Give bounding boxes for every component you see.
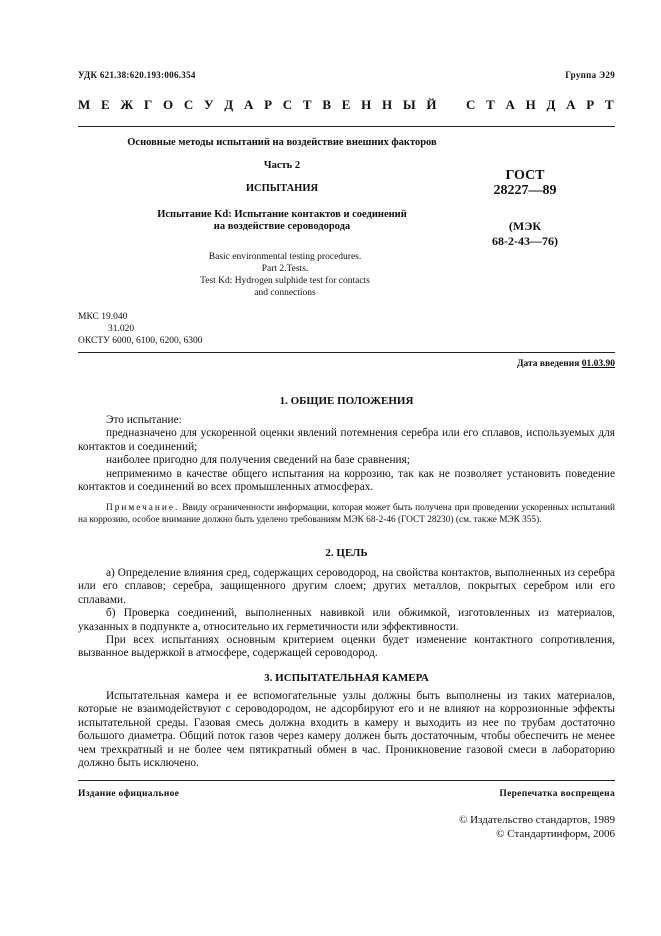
banner-letter: Г <box>144 97 153 112</box>
section-1-note <box>78 503 615 527</box>
banner-letter: С <box>465 97 476 112</box>
section-3-body <box>78 690 615 770</box>
copyright-2006: © Стандартинформ, 2006 <box>496 828 615 840</box>
banner-letter: С <box>282 97 293 112</box>
banner-letter: О <box>163 97 174 112</box>
section-1-p2: предназначено для ускоренной оценки явлений потемнения серебра или его сплавов, используемых для контактов и соединений; <box>78 427 615 453</box>
title-part: Часть 2 <box>263 160 301 171</box>
section-3-heading: 3. ИСПЫТАТЕЛЬНАЯ КАМЕРА <box>264 672 429 684</box>
effective-date-label: Дата введения <box>516 359 580 369</box>
banner-letter: А <box>505 97 515 112</box>
gost-label: ГОСТ <box>505 168 545 183</box>
banner-letter: У <box>204 97 214 112</box>
gost-number: 28227—89 <box>493 183 557 198</box>
banner-letter: Т <box>604 97 614 112</box>
mks-code-2: 31.020 <box>108 324 135 334</box>
title-test-kd-2: на воздействие сероводорода <box>213 221 351 232</box>
section-1-p4: неприменимо в качестве общего испытания на коррозию, так как не позволяет установить поведение контактов и соединений во всех промышленных атмосферах. <box>78 467 615 494</box>
banner-letter: С <box>183 97 194 112</box>
english-title-1: Basic environmental testing procedures. <box>208 252 362 262</box>
banner-letter: Т <box>302 97 312 112</box>
note-text: Ввиду ограниченности информации, которая может быть получена при проведении ускоренных испытаний на коррозию, особое внимание должно быть уделено требованиям МЭК 68-2-46 (ГОСТ 28230) (см. также МЭК 355). <box>78 503 616 525</box>
section-3-p1: Испытательная камера и ее вспомогательные узлы должны быть выполнены из таких материалов, которые не взаимодействуют с сероводородом, не адсорбируют его и не влияют на коррозионные эффекты испытательной среды. Газовая смесь должна входить в камеру и выходить из нее по трубам достаточно большого диаметра. Общий поток газов через камеру должен быть достаточным, чтобы обеспечить не менее чем трехкратный и не более чем пятикратный обмен в час. Проникновение газовой смеси в лабораторию должно быть исключено. <box>78 690 615 770</box>
title-line1: Основные методы испытаний на воздействие внешних факторов <box>127 137 437 148</box>
english-title-2: Part 2.Tests. <box>261 264 309 274</box>
section-1-heading: 1. ОБЩИЕ ПОЛОЖЕНИЯ <box>279 395 414 407</box>
section-1-p3: наиболее пригодно для получения сведений на базе сравнения; <box>106 454 410 467</box>
english-title-4: and connections <box>254 288 316 298</box>
banner-letter: Н <box>382 97 393 112</box>
banner-letter: Д <box>224 97 234 112</box>
banner-letter: Н <box>525 97 536 112</box>
banner-letter: Р <box>586 97 595 112</box>
banner-letter: А <box>566 97 576 112</box>
reprint-prohibited: Перепечатка воспрещена <box>499 789 615 799</box>
banner-gap <box>447 97 455 113</box>
note-label: Примечание. <box>106 503 180 513</box>
section-2-pa: а) Определение влияния сред, содержащих сероводород, на свойства контактов, выполненных из серебра или его сплавов; серебра, защищенного другим слоем; других металлов, покрытых серебром или его сплавами. <box>78 567 615 606</box>
bottom-rule <box>78 780 615 781</box>
okstu-code: ОКСТУ 6000, 6100, 6200, 6300 <box>78 336 203 346</box>
section-2-pb: б) Проверка соединений, выполненных навивкой или обжимкой, изготовленных из материалов, указанных в подпункте а, относительно их герметичности или эффективности. <box>78 607 615 633</box>
middle-rule <box>78 352 615 353</box>
effective-date <box>440 359 615 369</box>
copyright-1989: © Издательство стандартов, 1989 <box>459 814 615 826</box>
banner-letter: Ж <box>120 97 134 112</box>
effective-date-value: 01.03.90 <box>581 359 615 369</box>
top-rule <box>78 126 615 127</box>
title-tests: ИСПЫТАНИЯ <box>245 183 319 194</box>
banner-letter: Е <box>101 97 110 112</box>
banner-letter: Й <box>426 97 437 112</box>
english-title-3: Test Kd: Hydrogen sulphide test for contacts <box>200 276 370 286</box>
iec-number: 68-2-43—76) <box>492 234 558 248</box>
section-2-heading: 2. ЦЕЛЬ <box>325 547 368 559</box>
section-1-p1: Это испытание: <box>106 414 182 426</box>
title-test-kd-1: Испытание Kd: Испытание контактов и соединений <box>157 209 407 220</box>
banner-letter: М <box>78 97 91 112</box>
banner-letter: Ы <box>402 97 416 112</box>
official-edition: Издание официальное <box>78 789 180 799</box>
banner-letter: Т <box>486 97 495 112</box>
mks-code-1: МКС 19.040 <box>78 312 128 322</box>
standard-banner <box>78 97 614 113</box>
banner-letter: Д <box>546 97 556 112</box>
banner-letter: В <box>322 97 331 112</box>
banner-letter: Н <box>361 97 372 112</box>
section-1-body <box>78 414 615 494</box>
udk-code: УДК 621.38:620.193:006.354 <box>78 70 196 80</box>
banner-letter: Е <box>341 97 351 112</box>
iec-label: (МЭК <box>508 219 542 233</box>
banner-letter: А <box>243 97 254 112</box>
group-code: Группа Э29 <box>565 70 615 80</box>
section-2-pc: При всех испытаниях основным критерием оценки будет изменение контактного сопротивления, вызванное выдержкой в атмосфере, содержащей сероводород. <box>78 634 615 660</box>
banner-letter: Р <box>264 97 273 112</box>
section-2-body <box>78 567 615 661</box>
